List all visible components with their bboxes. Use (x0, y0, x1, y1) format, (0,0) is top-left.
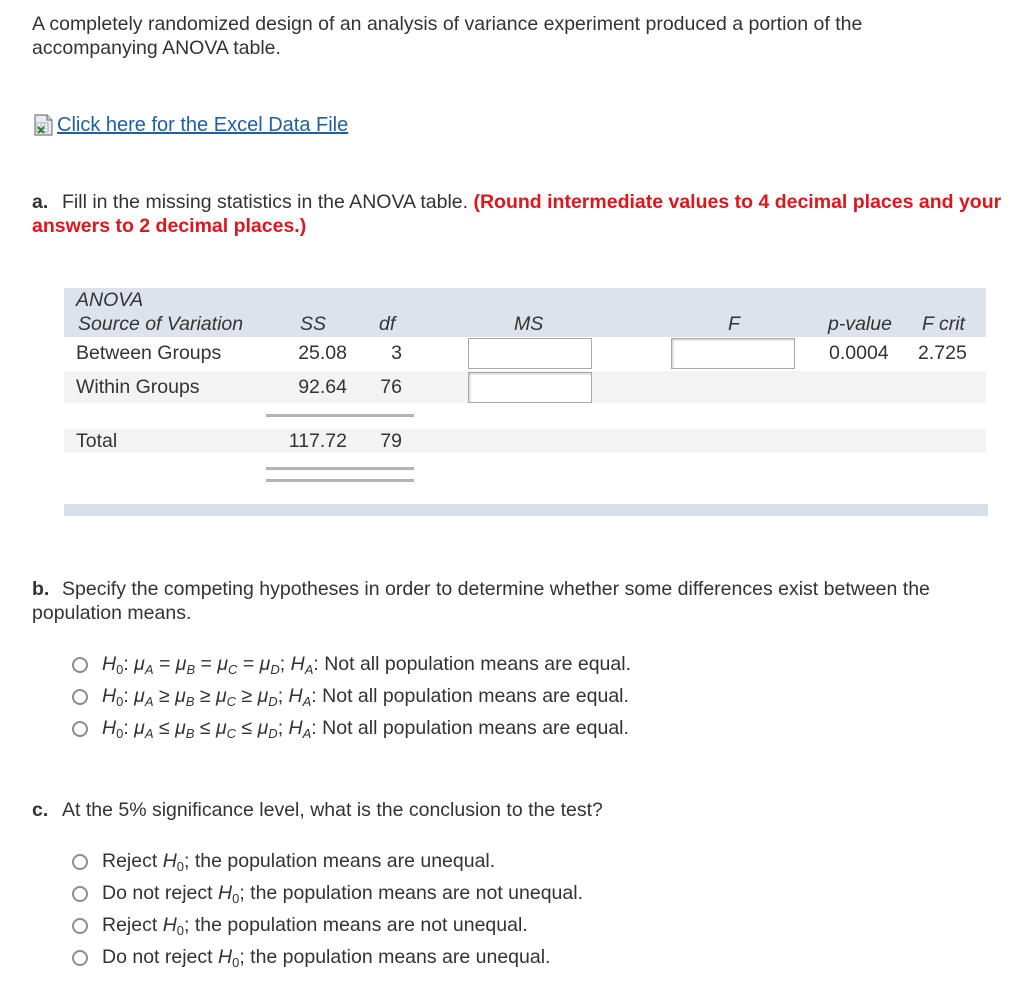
part-b-text: Specify the competing hypotheses in order to determine whether some differences exist between the population means. (32, 578, 930, 624)
mu-symbol: μ (134, 685, 145, 707)
within-groups-label: Within Groups (76, 376, 200, 398)
h0-subscript: 0 (176, 859, 185, 874)
h0-subscript: 0 (116, 694, 124, 709)
relation-operator: = (158, 653, 171, 675)
group-subscript: D (270, 662, 280, 677)
between-ss: 25.08 (298, 342, 347, 364)
conclusion-label (102, 946, 550, 970)
hypothesis-option[interactable] (72, 649, 631, 681)
excel-file-icon (32, 113, 56, 137)
conclusion-option[interactable] (72, 878, 583, 910)
conclusion-option[interactable] (72, 846, 583, 878)
header-df: df (379, 313, 396, 335)
within-df: 76 (380, 376, 402, 398)
h0-symbol: H (217, 946, 233, 968)
total-label: Total (76, 430, 118, 452)
mu-symbol: μ (175, 717, 186, 739)
ha-symbol: H (288, 685, 303, 707)
group-subscript: C (228, 662, 238, 677)
table-footer-bar (64, 504, 988, 516)
relation-operator: ≤ (199, 717, 211, 739)
radio-button[interactable] (72, 854, 88, 870)
subtotal-rule (266, 414, 414, 417)
anova-title: ANOVA (76, 289, 144, 311)
conclusion-tail: ; the population means are not unequal. (239, 882, 583, 904)
hypotheses-options (72, 649, 631, 745)
group-subscript: C (226, 694, 237, 709)
relation-operator: ≥ (241, 685, 253, 707)
group-subscript: A (144, 694, 154, 709)
part-a-text: Fill in the missing statistics in the ANOVA table. (62, 191, 469, 213)
relation-operator: ≥ (158, 685, 170, 707)
excel-link-row[interactable] (32, 113, 348, 137)
group-subscript: B (185, 726, 195, 741)
group-subscript: B (186, 662, 196, 677)
part-a-label: a. (32, 191, 49, 213)
ms-within-input[interactable] (468, 372, 592, 403)
alternative-text: Not all population means are equal. (322, 685, 629, 707)
relation-operator: ≥ (199, 685, 211, 707)
h0-subscript: 0 (232, 891, 240, 906)
alternative-text: Not all population means are equal. (322, 717, 629, 739)
h0-subscript: 0 (116, 726, 124, 741)
mu-symbol: μ (175, 685, 186, 707)
conclusion-tail: ; the population means are not unequal. (184, 914, 528, 936)
between-p-value: 0.0004 (829, 342, 889, 364)
problem-intro: A completely randomized design of an analysis of variance experiment produced a portion of the accompanying ANOVA table. (32, 13, 863, 59)
ha-symbol: H (288, 717, 303, 739)
header-p-value: p-value (828, 313, 892, 335)
h0-symbol: H (102, 653, 117, 675)
h0-symbol: H (102, 717, 117, 739)
conclusion-label (102, 850, 495, 874)
mu-symbol: μ (215, 717, 227, 739)
h0-symbol: H (217, 882, 233, 904)
ha-subscript: A (304, 662, 314, 677)
part-c-text: At the 5% significance level, what is the conclusion to the test? (62, 799, 603, 821)
total-double-rule-top (266, 467, 414, 470)
header-source: Source of Variation (78, 313, 244, 335)
mu-symbol: μ (175, 653, 187, 675)
conclusion-option[interactable] (72, 910, 583, 942)
h0-symbol: H (162, 914, 177, 936)
radio-button[interactable] (72, 657, 88, 673)
group-subscript: A (144, 662, 154, 677)
part-a-question (32, 190, 1017, 238)
ha-symbol: H (290, 653, 305, 675)
relation-operator: ≤ (158, 717, 170, 739)
h0-subscript: 0 (232, 955, 240, 970)
mu-symbol: μ (257, 685, 269, 707)
conclusion-option[interactable] (72, 942, 583, 974)
ha-subscript: A (302, 726, 312, 741)
group-subscript: B (185, 694, 195, 709)
relation-operator: ≤ (241, 717, 253, 739)
mu-symbol: μ (134, 717, 145, 739)
rounding-instruction: (Round intermediate values to 4 decimal places and your answers to 2 decimal places.) (32, 191, 1002, 237)
total-row-band (64, 429, 986, 453)
radio-button[interactable] (72, 918, 88, 934)
between-groups-label: Between Groups (76, 342, 222, 364)
radio-button[interactable] (72, 886, 88, 902)
total-df: 79 (380, 430, 402, 452)
part-c-label: c. (32, 799, 49, 821)
between-f-crit: 2.725 (918, 342, 967, 364)
conclusion-action: Reject (102, 850, 158, 872)
conclusion-options (72, 846, 583, 974)
h0-symbol: H (162, 850, 177, 872)
conclusion-action: Do not reject (102, 882, 213, 904)
relation-operator: = (242, 653, 255, 675)
mu-symbol: μ (259, 653, 271, 675)
alternative-text: Not all population means are equal. (324, 653, 631, 675)
hypothesis-label: $H_0$: $\mu_A \ge \mu_B \ge \mu_C \ge \mu_D$; $H_A$: Not all population means are equal. (102, 685, 629, 709)
header-f-crit: F crit (922, 313, 965, 335)
mu-symbol: μ (257, 717, 269, 739)
relation-operator: = (200, 653, 212, 675)
h0-symbol: H (102, 685, 117, 707)
conclusion-label (102, 882, 583, 906)
excel-data-file-link[interactable]: Click here for the Excel Data File (57, 113, 349, 136)
header-ms: MS (514, 313, 544, 335)
part-c-question (32, 798, 992, 822)
hypothesis-option[interactable] (72, 713, 631, 745)
group-subscript: A (144, 726, 154, 741)
conclusion-label (102, 914, 528, 938)
ms-between-input[interactable] (468, 338, 592, 369)
header-f: F (728, 313, 740, 335)
within-ss: 92.64 (298, 376, 347, 398)
mu-symbol: μ (215, 685, 227, 707)
group-subscript: D (268, 726, 278, 741)
part-b-label: b. (32, 578, 50, 600)
conclusion-tail: ; the population means are unequal. (184, 850, 496, 872)
radio-button[interactable] (72, 950, 88, 966)
between-df: 3 (391, 342, 402, 364)
total-ss: 117.72 (288, 430, 347, 452)
header-ss: SS (300, 313, 327, 335)
h0-subscript: 0 (176, 923, 185, 938)
part-b-question (32, 577, 992, 625)
mu-symbol: μ (217, 653, 229, 675)
hypothesis-label: $H_0$: $\mu_A = \mu_B = \mu_C = \mu_D$; $H_A$: Not all population means are equal. (102, 653, 631, 677)
mu-symbol: μ (134, 653, 145, 675)
f-between-input[interactable] (671, 338, 795, 369)
ha-subscript: A (302, 694, 312, 709)
h0-subscript: 0 (116, 662, 124, 677)
radio-button[interactable] (72, 689, 88, 705)
conclusion-tail: ; the population means are unequal. (239, 946, 551, 968)
hypothesis-label: $H_0$: $\mu_A \le \mu_B \le \mu_C \le \mu_D$; $H_A$: Not all population means are equal. (102, 717, 629, 741)
group-subscript: C (226, 726, 237, 741)
group-subscript: D (268, 694, 278, 709)
conclusion-action: Do not reject (102, 946, 213, 968)
conclusion-action: Reject (102, 914, 158, 936)
total-double-rule-bottom (266, 479, 414, 482)
radio-button[interactable] (72, 721, 88, 737)
hypothesis-option[interactable] (72, 681, 631, 713)
